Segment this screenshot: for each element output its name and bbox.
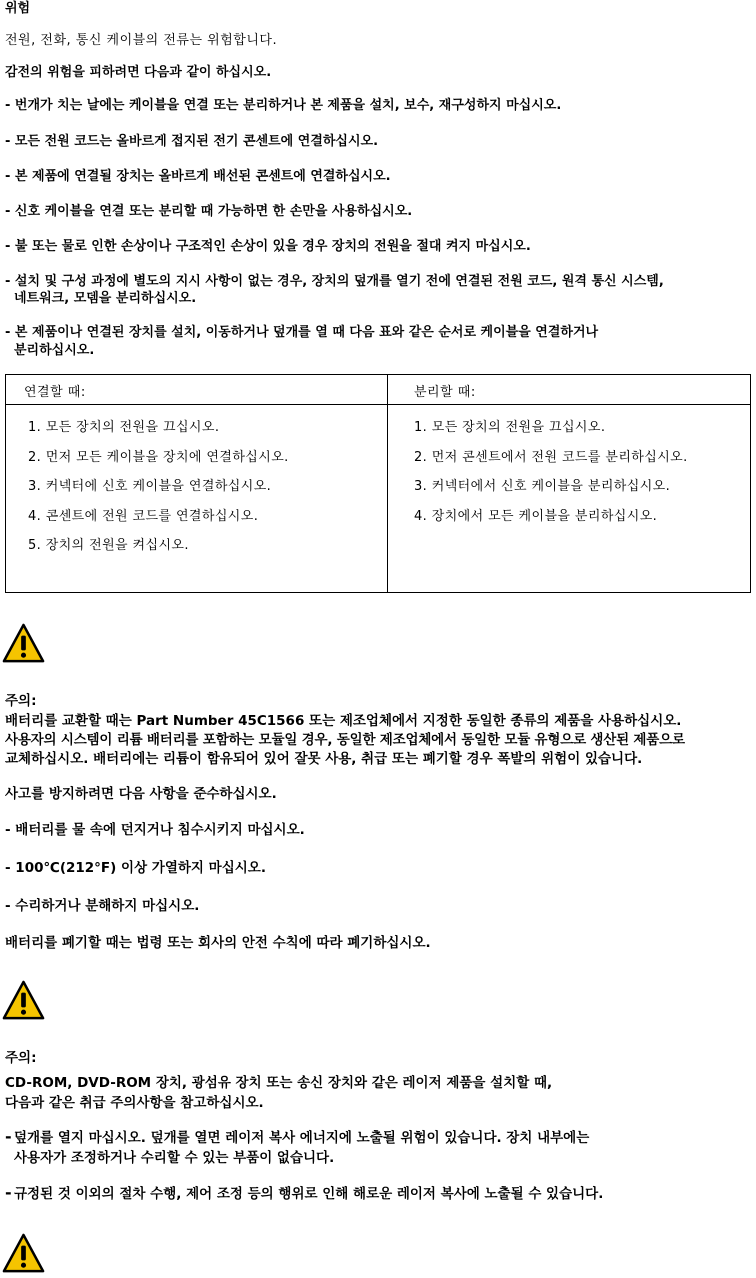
battery-text: 교체하십시오. 배터리에는 리튬이 함유되어 있어 잘못 사용, 취급 또는 폐기할 경우 폭발의 위험이 있습니다. (5, 751, 643, 767)
danger-item: - 모든 전원 코드는 올바르게 접지된 전기 콘센트에 연결하십시오. (5, 134, 379, 149)
danger-item-cont: 네트워크, 모뎀을 분리하십시오. (14, 291, 197, 306)
connect-step: 4. 콘센트에 전원 코드를 연결하십시오. (28, 508, 259, 524)
disconnect-steps-cell (388, 405, 751, 593)
connect-step: 2. 먼저 모든 케이블을 장치에 연결하십시오. (28, 449, 289, 465)
disconnect-step: 4. 장치에서 모든 케이블을 분리하십시오. (414, 508, 658, 524)
laser-item: 규정된 것 이외의 절차 수행, 제어 조정 등의 행위로 인해 해로운 레이저 복사에 노출될 수 있습니다. (14, 1186, 604, 1202)
danger-lead: 감전의 위험을 피하려면 다음과 같이 하십시오. (5, 65, 272, 80)
danger-item: - 불 또는 물로 인한 손상이나 구조적인 손상이 있을 경우 장치의 전원을 절대 켜지 마십시오. (5, 239, 531, 254)
laser-item: 덮개를 열지 마십시오. 덮개를 열면 레이저 복사 에너지에 노출될 위험이 있습니다. 장치 내부에는 (14, 1130, 590, 1146)
danger-item: - 본 제품에 연결될 장치는 올바르게 배선된 콘센트에 연결하십시오. (5, 169, 391, 184)
laser-text: CD-ROM, DVD-ROM 장치, 광섬유 장치 또는 송신 장치와 같은 레이저 제품을 설치할 때, (5, 1075, 553, 1091)
warning-triangle-icon (2, 1232, 45, 1275)
connect-header-cell (6, 375, 388, 405)
danger-item: - 신호 케이블을 연결 또는 분리할 때 가능하면 한 손만을 사용하십시오. (5, 204, 413, 219)
disconnect-step: 2. 먼저 콘센트에서 전원 코드를 분리하십시오. (414, 449, 688, 465)
connect-steps (6, 405, 387, 567)
laser-item-dash: - (5, 1127, 12, 1146)
connect-step: 3. 커넥터에 신호 케이블을 연결하십시오. (28, 479, 272, 494)
disconnect-step: 3. 커넥터에서 신호 케이블을 분리하십시오. (414, 479, 671, 494)
laser-text: 다음과 같은 취급 주의사항을 참고하십시오. (5, 1095, 264, 1111)
laser-caution-label: 주의: (5, 1050, 37, 1066)
battery-item: - 100℃(212°F) 이상 가열하지 마십시오. (5, 860, 266, 876)
disconnect-steps (388, 405, 750, 537)
danger-item: - 본 제품이나 연결된 장치를 설치, 이동하거나 덮개를 열 때 다음 표와 같은 순서로 케이블을 연결하거나 (5, 325, 599, 340)
connect-header: 연결할 때: (24, 385, 86, 400)
battery-lead: 사고를 방지하려면 다음 사항을 준수하십시오. (5, 786, 277, 802)
cable-order-table (5, 374, 751, 593)
disconnect-header: 분리할 때: (414, 385, 476, 400)
disconnect-header-cell (388, 375, 751, 405)
battery-item: - 수리하거나 분해하지 마십시오. (5, 898, 200, 914)
warning-triangle-icon (2, 622, 45, 665)
danger-item: - 설치 및 구성 과정에 별도의 지시 사항이 없는 경우, 장치의 덮개를 열기 전에 연결된 전원 코드, 원격 통신 시스템, (5, 274, 664, 289)
battery-caution-label: 주의: (5, 693, 37, 709)
danger-item-cont: 분리하십시오. (14, 343, 95, 358)
danger-title: 위험 (5, 1, 31, 16)
danger-item: - 번개가 치는 날에는 케이블을 연결 또는 분리하거나 본 제품을 설치, 보수, 재구성하지 마십시오. (5, 98, 562, 113)
warning-triangle-icon (2, 979, 45, 1022)
laser-item-cont: 사용자가 조정하거나 수리할 수 있는 부품이 없습니다. (14, 1150, 335, 1166)
disconnect-step: 1. 모든 장치의 전원을 끄십시오. (414, 420, 606, 435)
battery-item: - 배터리를 물 속에 던지거나 침수시키지 마십시오. (5, 822, 305, 838)
battery-text: 사용자의 시스템이 리튬 배터리를 포함하는 모듈일 경우, 동일한 제조업체에서 동일한 모듈 유형으로 생산된 제품으로 (5, 732, 685, 748)
battery-text: 배터리를 교환할 때는 Part Number 45C1566 또는 제조업체에서 지정한 동일한 종류의 제품을 사용하십시오. (5, 713, 682, 729)
connect-step: 1. 모든 장치의 전원을 끄십시오. (28, 420, 220, 435)
battery-disposal: 배터리를 폐기할 때는 법령 또는 회사의 안전 수칙에 따라 폐기하십시오. (5, 935, 431, 951)
connect-step: 5. 장치의 전원을 켜십시오. (28, 538, 189, 553)
danger-intro: 전원, 전화, 통신 케이블의 전류는 위험합니다. (5, 33, 278, 48)
connect-steps-cell (6, 405, 388, 593)
laser-item-dash: - (5, 1183, 12, 1202)
